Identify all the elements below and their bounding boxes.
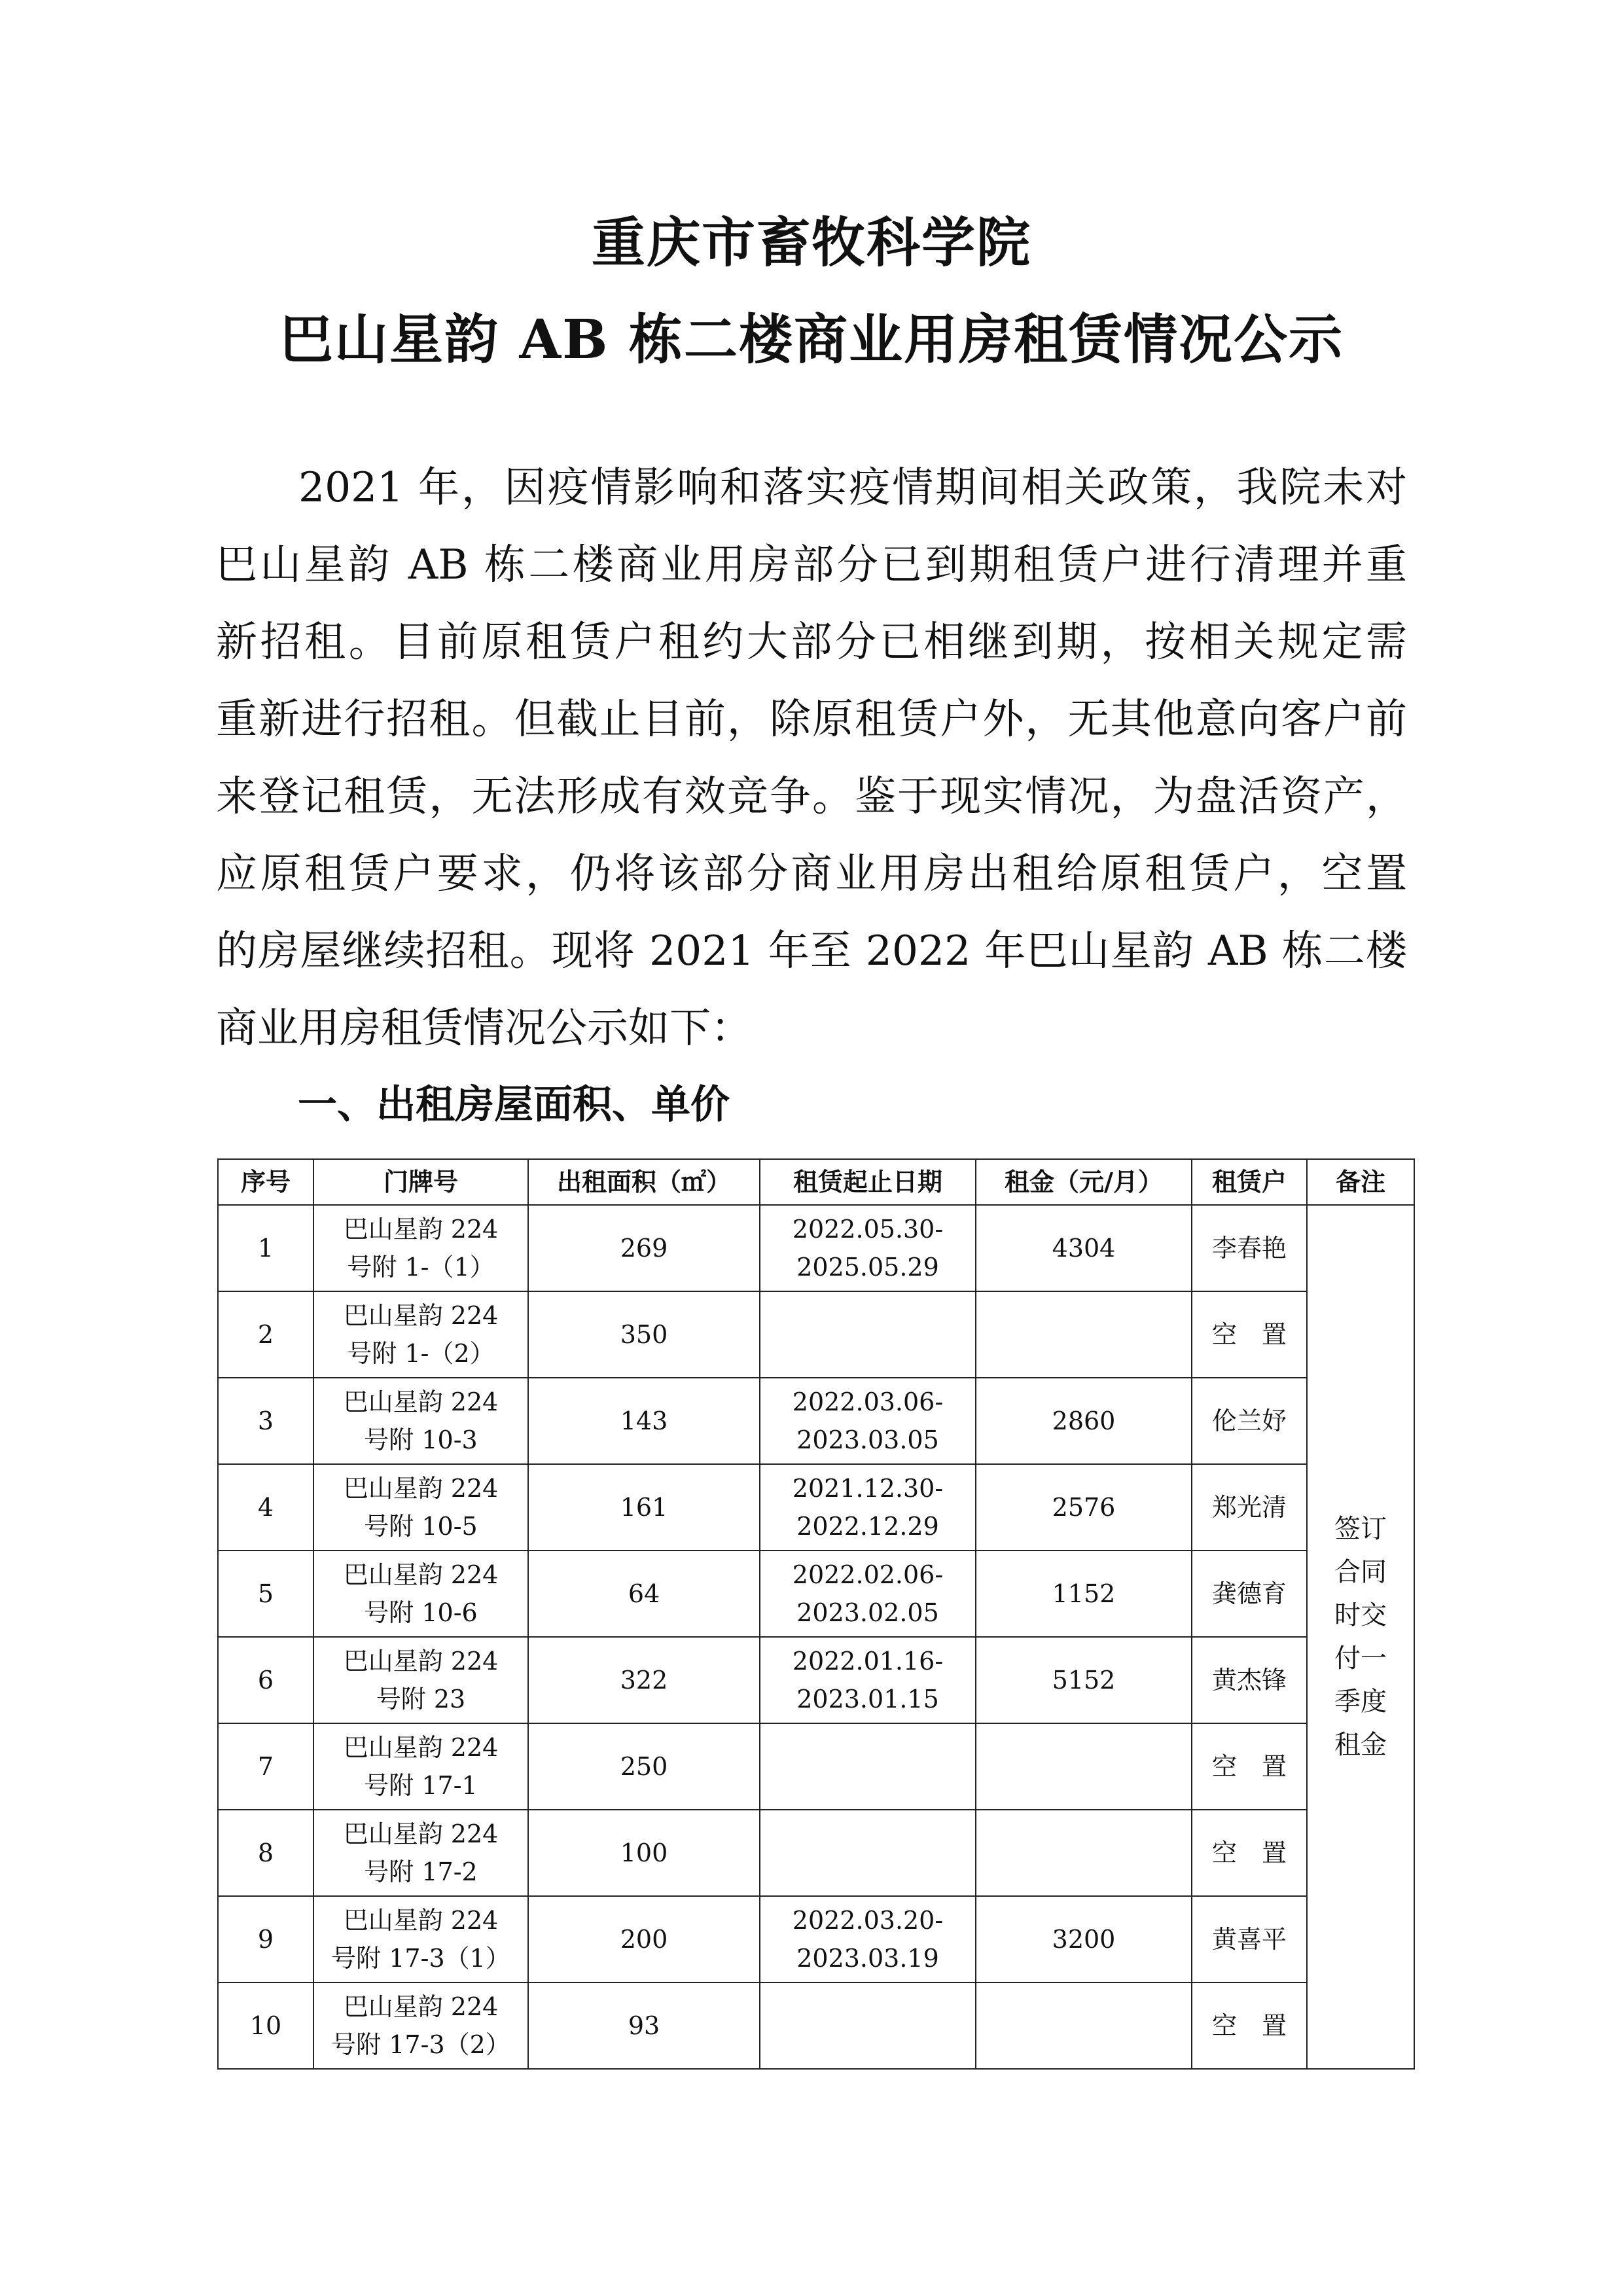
cell-area-text: 250 (620, 1752, 668, 1781)
cell-no-text: 3 (257, 1407, 274, 1435)
section-heading: 一、出租房屋面积、单价 (298, 1082, 730, 1128)
table-row (218, 1982, 1414, 2069)
body-line: 来登记租赁，无法形成有效竞争。鉴于现实情况，为盘活资产， (216, 772, 1407, 820)
cell-no-text: 4 (257, 1493, 274, 1522)
cell-tenant (1192, 1810, 1307, 1896)
note-line: 租金 (1334, 1730, 1387, 1760)
cell-area (528, 1982, 760, 2069)
cell-area-text: 200 (620, 1925, 668, 1954)
cell-address (313, 1723, 528, 1810)
cell-period (760, 1378, 976, 1464)
cell-period-text: 2023.03.05 (796, 1426, 939, 1454)
header-note: 备注 (1307, 1159, 1414, 1205)
cell-no-text: 5 (257, 1579, 274, 1608)
cell-tenant-text: 空 置 (1211, 1752, 1287, 1781)
table-row (218, 1551, 1414, 1637)
cell-rent (976, 1551, 1192, 1637)
cell-no (218, 1896, 313, 1982)
cell-address-text: 巴山星韵 224 (343, 1820, 499, 1848)
cell-tenant-text: 李春艳 (1211, 1234, 1287, 1263)
note-line: 付一 (1334, 1643, 1387, 1674)
cell-address (313, 1982, 528, 2069)
header-tenant: 租赁户 (1192, 1159, 1307, 1205)
cell-rent-text: 1152 (1052, 1579, 1116, 1608)
cell-address (313, 1637, 528, 1723)
cell-address-text: 号附 10-6 (364, 1598, 478, 1627)
cell-area (528, 1291, 760, 1378)
document-title-line2: 巴山星韵 AB 栋二楼商业用房租赁情况公示 (279, 308, 1344, 371)
cell-address-text: 号附 23 (376, 1685, 466, 1713)
cell-address (313, 1551, 528, 1637)
cell-rent-text: 5152 (1052, 1666, 1116, 1695)
note-line: 时交 (1334, 1600, 1387, 1630)
cell-rent (976, 1205, 1192, 1291)
cell-no (218, 1810, 313, 1896)
cell-period (760, 1205, 976, 1291)
cell-period-text: 2023.01.15 (796, 1685, 939, 1713)
cell-no-text: 6 (257, 1666, 274, 1695)
cell-no (218, 1723, 313, 1810)
body-line: 的房屋继续招租。现将 2021 年至 2022 年巴山星韵 AB 栋二楼 (216, 927, 1407, 975)
cell-period-text: 2022.05.30- (792, 1215, 944, 1244)
table-row (218, 1291, 1414, 1378)
cell-period-text: 2022.03.06- (792, 1388, 944, 1416)
cell-address-text: 巴山星韵 224 (343, 1301, 499, 1330)
cell-no (218, 1551, 313, 1637)
cell-address-text: 巴山星韵 224 (343, 1215, 499, 1244)
cell-period-text: 2022.01.16- (792, 1647, 944, 1676)
cell-area (528, 1723, 760, 1810)
body-line: 2021 年，因疫情影响和落实疫情期间相关政策，我院未对 (298, 463, 1407, 511)
cell-tenant (1192, 1982, 1307, 2069)
cell-period (760, 1551, 976, 1637)
cell-no (218, 1291, 313, 1378)
cell-address-text: 巴山星韵 224 (343, 1560, 499, 1589)
cell-tenant-text: 龚德育 (1211, 1579, 1287, 1608)
body-line: 巴山星韵 AB 栋二楼商业用房部分已到期租赁户进行清理并重 (216, 541, 1407, 588)
cell-tenant-text: 空 置 (1211, 2011, 1287, 2040)
cell-address-text: 号附 17-2 (364, 1857, 478, 1886)
cell-rent (976, 1723, 1192, 1810)
cell-period (760, 1723, 976, 1810)
body-line-last: 商业用房租赁情况公示如下： (216, 1004, 752, 1052)
cell-no-text: 10 (249, 2011, 282, 2040)
note-line: 签订 (1334, 1514, 1387, 1544)
rental-table (217, 1158, 1415, 2070)
table-row (218, 1723, 1414, 1810)
cell-address-text: 号附 1-（2） (347, 1339, 495, 1368)
cell-period (760, 1810, 976, 1896)
cell-rent (976, 1896, 1192, 1982)
cell-address-text: 巴山星韵 224 (343, 1647, 499, 1676)
body-paragraph (216, 449, 1407, 1067)
cell-no-text: 8 (257, 1839, 274, 1867)
body-line: 新招租。目前原租赁户租约大部分已相继到期，按相关规定需 (216, 618, 1407, 666)
cell-tenant (1192, 1637, 1307, 1723)
cell-no (218, 1378, 313, 1464)
header-area: 出租面积（㎡） (528, 1159, 760, 1205)
cell-address-text: 号附 1-（1） (347, 1253, 495, 1282)
cell-no-text: 7 (257, 1752, 274, 1781)
cell-no-text: 1 (257, 1234, 274, 1263)
cell-no (218, 1637, 313, 1723)
cell-area-text: 93 (628, 2011, 660, 2040)
cell-period-text: 2022.12.29 (796, 1512, 939, 1541)
cell-tenant-text: 黄喜平 (1211, 1925, 1287, 1954)
cell-period (760, 1291, 976, 1378)
cell-period (760, 1896, 976, 1982)
cell-address-text: 号附 17-1 (364, 1771, 478, 1800)
cell-note (1307, 1205, 1414, 2069)
cell-address-text: 号附 10-3 (364, 1426, 478, 1454)
cell-address-text: 号附 10-5 (364, 1512, 478, 1541)
cell-rent (976, 1378, 1192, 1464)
cell-tenant (1192, 1464, 1307, 1551)
table-row (218, 1637, 1414, 1723)
cell-address (313, 1378, 528, 1464)
cell-area-text: 350 (620, 1320, 668, 1349)
cell-address (313, 1464, 528, 1551)
cell-rent-text: 2576 (1052, 1493, 1116, 1522)
table-row (218, 1810, 1414, 1896)
cell-address (313, 1205, 528, 1291)
cell-address (313, 1896, 528, 1982)
cell-area (528, 1205, 760, 1291)
table-header-row (218, 1159, 1414, 1205)
cell-address-text: 巴山星韵 224 (343, 1906, 499, 1935)
cell-area-text: 269 (620, 1234, 668, 1263)
cell-area (528, 1464, 760, 1551)
body-line: 应原租赁户要求，仍将该部分商业用房出租给原租赁户，空置 (216, 850, 1407, 897)
cell-address-text: 巴山星韵 224 (343, 1474, 499, 1503)
cell-area (528, 1637, 760, 1723)
table-row (218, 1205, 1414, 1291)
cell-period (760, 1464, 976, 1551)
cell-address-text: 巴山星韵 224 (343, 1733, 499, 1762)
cell-no (218, 1982, 313, 2069)
cell-rent (976, 1810, 1192, 1896)
cell-address-text: 号附 17-3（1） (331, 1944, 510, 1973)
cell-period-text: 2021.12.30- (792, 1474, 944, 1503)
cell-tenant-text: 黄杰锋 (1211, 1666, 1287, 1695)
cell-address-text: 巴山星韵 224 (343, 1388, 499, 1416)
cell-area-text: 143 (620, 1407, 668, 1435)
cell-tenant (1192, 1551, 1307, 1637)
cell-period-text: 2025.05.29 (796, 1253, 939, 1282)
table-row (218, 1896, 1414, 1982)
body-line: 重新进行招租。但截止目前，除原租赁户外，无其他意向客户前 (216, 695, 1407, 743)
cell-rent (976, 1982, 1192, 2069)
cell-area (528, 1810, 760, 1896)
cell-tenant (1192, 1896, 1307, 1982)
cell-rent-text: 4304 (1052, 1234, 1116, 1263)
cell-tenant-text: 空 置 (1211, 1320, 1287, 1349)
cell-tenant (1192, 1205, 1307, 1291)
cell-tenant (1192, 1291, 1307, 1378)
cell-no (218, 1464, 313, 1551)
cell-address-text: 号附 17-3（2） (331, 2030, 510, 2059)
cell-period-text: 2023.02.05 (796, 1598, 939, 1627)
cell-tenant (1192, 1723, 1307, 1810)
cell-rent (976, 1637, 1192, 1723)
cell-no-text: 2 (257, 1320, 274, 1349)
cell-area-text: 322 (620, 1666, 668, 1695)
cell-address (313, 1291, 528, 1378)
cell-tenant-text: 伦兰妤 (1211, 1407, 1287, 1435)
header-address: 门牌号 (313, 1159, 528, 1205)
cell-address-text: 巴山星韵 224 (343, 1992, 499, 2021)
cell-period-text: 2022.02.06- (792, 1560, 944, 1589)
table-row (218, 1464, 1414, 1551)
cell-no-text: 9 (257, 1925, 274, 1954)
header-period: 租赁起止日期 (760, 1159, 976, 1205)
cell-address (313, 1810, 528, 1896)
cell-period (760, 1982, 976, 2069)
cell-no (218, 1205, 313, 1291)
cell-area-text: 100 (620, 1839, 668, 1867)
note-line: 季度 (1334, 1687, 1387, 1717)
table-row (218, 1378, 1414, 1464)
cell-area-text: 161 (620, 1493, 668, 1522)
header-rent: 租金（元/月） (976, 1159, 1192, 1205)
header-no: 序号 (218, 1159, 313, 1205)
cell-tenant-text: 空 置 (1211, 1839, 1287, 1867)
note-line: 合同 (1334, 1557, 1387, 1587)
cell-period-text: 2023.03.19 (796, 1944, 939, 1973)
cell-area (528, 1378, 760, 1464)
cell-tenant (1192, 1378, 1307, 1464)
cell-period (760, 1637, 976, 1723)
cell-rent (976, 1464, 1192, 1551)
cell-area (528, 1896, 760, 1982)
cell-rent-text: 2860 (1052, 1407, 1116, 1435)
cell-rent (976, 1291, 1192, 1378)
cell-tenant-text: 郑光清 (1211, 1493, 1287, 1522)
cell-area-text: 64 (628, 1579, 660, 1608)
cell-area (528, 1551, 760, 1637)
cell-rent-text: 3200 (1052, 1925, 1116, 1954)
cell-period-text: 2022.03.20- (792, 1906, 944, 1935)
document-title-line1: 重庆市畜牧科学院 (591, 211, 1031, 274)
